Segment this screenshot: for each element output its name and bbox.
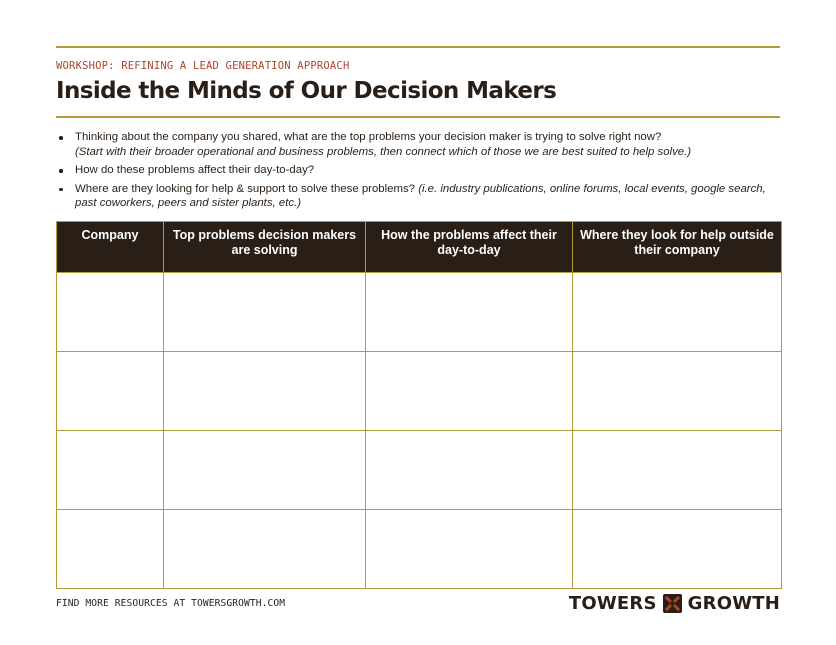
table-header-row [57, 222, 782, 273]
prompt-hint: (Start with their broader operational and business problems, then connect which of those we are best suited to help solve.) [75, 145, 692, 158]
table-row [57, 352, 782, 431]
impact-cell[interactable] [366, 510, 573, 589]
column-header-help-sources: Where they look for help outside their company [573, 222, 782, 273]
problems-cell[interactable] [164, 273, 366, 352]
logo-word-towers: TOWERS [568, 593, 657, 614]
prompt-text: How do these problems affect their day-to-day? [75, 164, 315, 176]
table-row [57, 273, 782, 352]
company-cell[interactable] [57, 510, 164, 589]
towers-growth-mark-icon [663, 594, 682, 613]
problems-cell[interactable] [164, 510, 366, 589]
impact-cell[interactable] [366, 352, 573, 431]
impact-cell[interactable] [366, 431, 573, 510]
company-cell[interactable] [57, 273, 164, 352]
page-title: Inside the Minds of Our Decision Makers [56, 78, 557, 104]
prompt-text: Thinking about the company you shared, what are the top problems your decision maker is trying to solve right now? [75, 131, 662, 143]
help-sources-cell[interactable] [573, 431, 782, 510]
prompt-item [56, 130, 786, 159]
workshop-eyebrow: WORKSHOP: REFINING A LEAD GENERATION APPROACH [56, 60, 350, 72]
table-row [57, 510, 782, 589]
logo-word-growth: GROWTH [687, 593, 780, 614]
prompt-list [56, 130, 786, 215]
top-rule [56, 46, 780, 48]
worksheet-table [56, 221, 782, 589]
column-header-impact: How the problems affect their day-to-day [366, 222, 573, 273]
title-rule [56, 116, 780, 118]
help-sources-cell[interactable] [573, 273, 782, 352]
table-row [57, 431, 782, 510]
prompt-text: Where are they looking for help & support to solve these problems? [75, 182, 416, 195]
column-header-company: Company [57, 222, 164, 273]
company-cell[interactable] [57, 352, 164, 431]
help-sources-cell[interactable] [573, 510, 782, 589]
resources-footer-link[interactable]: FIND MORE RESOURCES AT TOWERSGROWTH.COM [56, 598, 286, 609]
towers-growth-logo [569, 593, 780, 614]
prompt-hint: (i.e. industry publications, online forums, local events, google search, past coworkers, peers and sister plants, etc.) [75, 182, 766, 209]
prompt-item [56, 182, 786, 211]
help-sources-cell[interactable] [573, 352, 782, 431]
prompt-item [56, 163, 786, 178]
problems-cell[interactable] [164, 431, 366, 510]
company-cell[interactable] [57, 431, 164, 510]
problems-cell[interactable] [164, 352, 366, 431]
column-header-problems: Top problems decision makers are solving [164, 222, 366, 273]
impact-cell[interactable] [366, 273, 573, 352]
